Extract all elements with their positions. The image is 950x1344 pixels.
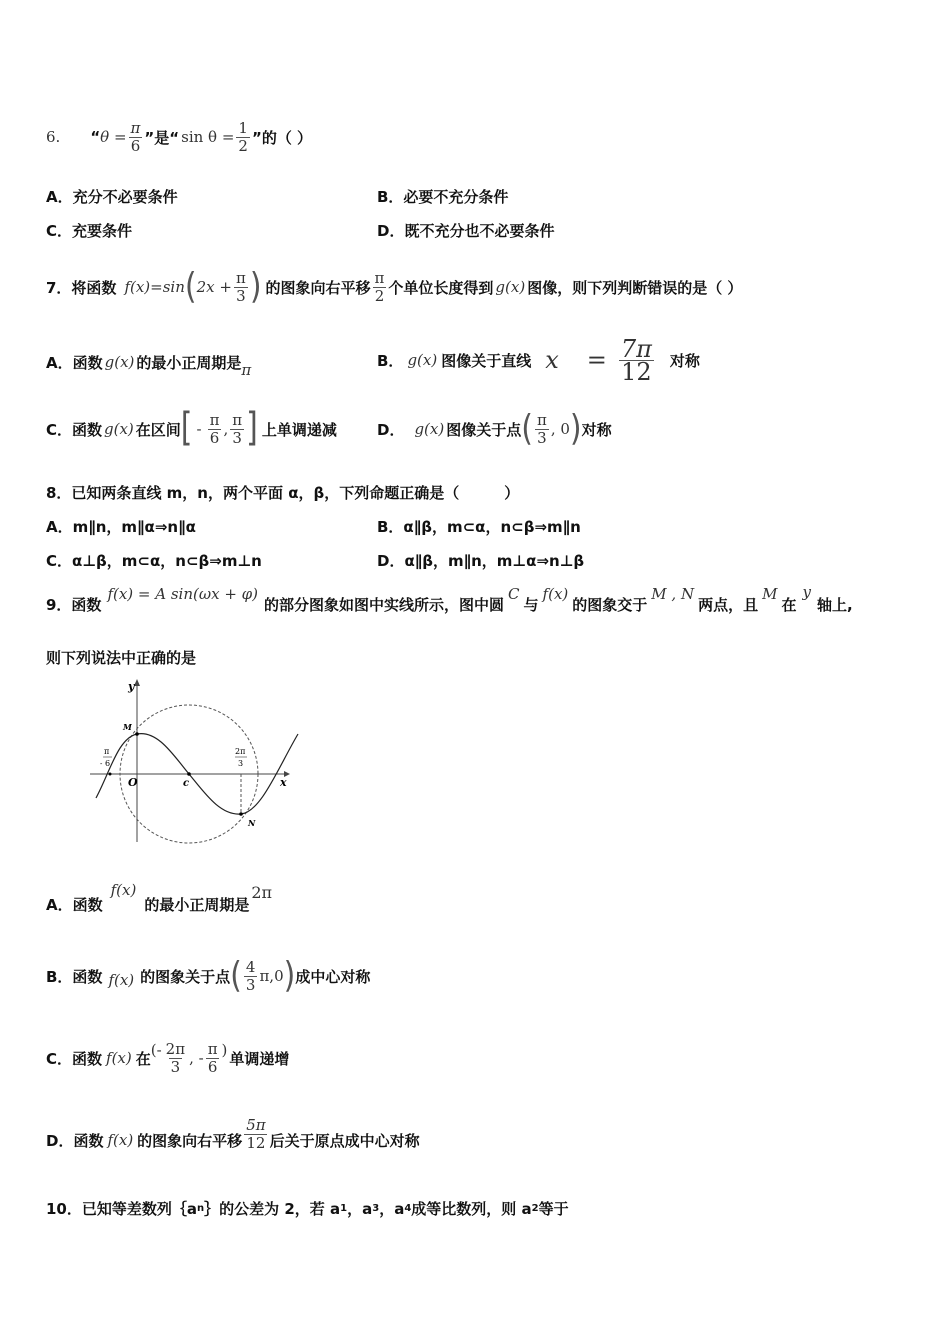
- label-c: c: [183, 778, 190, 789]
- label-neg-minus: -: [100, 760, 103, 768]
- q7-option-a: A．函数 g(x) 的最小正周期是 π: [46, 353, 252, 379]
- label-O: O: [128, 776, 138, 789]
- q8-option-d: D．α∥β，m∥n，m⊥α⇒n⊥β: [377, 552, 585, 570]
- q6-option-a: A．充分不必要条件: [46, 188, 178, 206]
- q9-option-c: C．函数 f(x) 在 (- $\frac{2\pi}{3}$ , - $\frac{\pi}{6}$ ) 单调递增: [46, 1039, 290, 1076]
- q7-stem-start: 7．将函数: [46, 278, 117, 297]
- q9-option-b: B．函数 f(x) 的图象关于点 ( $\frac{4}{3}$ π,0 ) 成中心对称: [46, 954, 371, 997]
- q8-option-b: B．α∥β，m⊂α，n⊂β⇒m∥n: [377, 518, 581, 536]
- point-N: [239, 812, 243, 816]
- label-x: x: [280, 776, 287, 789]
- question-7: [46, 262, 742, 312]
- label-N: N: [248, 818, 256, 828]
- q6-text-shi: ”是“: [144, 128, 180, 147]
- question-6: [46, 112, 312, 162]
- point-neg-pi-6: [109, 773, 112, 776]
- q6-frac-1-2: $\frac{1}{2}$: [238, 118, 248, 155]
- q6-option-c: C．充要条件: [46, 222, 133, 240]
- q7-paren-open: (: [184, 265, 197, 308]
- q6-option-d: D．既不充分也不必要条件: [377, 222, 555, 240]
- label-neg-pi: π: [104, 747, 110, 756]
- q6-theta-eq: θ =: [100, 128, 127, 146]
- label-two-pi: 2π: [235, 747, 246, 756]
- q7-tail: 图像，则下列判断错误的是（ ）: [527, 278, 743, 297]
- q6-text-de: ”的（ ）: [251, 128, 313, 147]
- q7-gx: g(x): [495, 278, 526, 296]
- question-9: 9．函数 f(x) = A sin(ωx + φ) 的部分图象如图中实线所示，图中圆 C 与 f(x) 的图象交于 M , N 两点，且 M 在 y 轴上,: [46, 583, 853, 614]
- q7-option-c: C．函数 g(x) 在区间 [ - $\frac{\pi}{6}$ , $\frac{\pi}{3}$ ] 上单调递减: [46, 405, 337, 452]
- q9-option-d: D．函数 f(x) 的图象向右平移 $\frac{5\pi}{12}$ 后关于原点成中心对称: [46, 1115, 420, 1152]
- q6-frac-pi-6: $\frac{\pi}{6}$: [130, 118, 141, 155]
- q8-option-a: A．m∥n，m∥α⇒n∥α: [46, 518, 196, 536]
- q9-option-a: A．函数 f(x) 的最小正周期是 2π: [46, 881, 273, 914]
- point-c: [187, 772, 191, 776]
- point-M: [135, 732, 139, 736]
- label-y: y: [128, 680, 135, 693]
- q7-paren-close: ): [249, 265, 262, 308]
- q7-option-d: D． g(x) 图像关于点 ( $\frac{\pi}{3}$ , 0 ) 对称: [377, 407, 612, 450]
- q8-option-c: C．α⊥β，m⊂α，n⊂β⇒m⊥n: [46, 552, 262, 570]
- q9-line2: 则下列说法中正确的是: [46, 649, 197, 667]
- q7-frac-pi-2: $\frac{\pi}{2}$: [374, 268, 385, 305]
- q7-fx: f(x)=sin: [124, 278, 185, 296]
- q7-inner: 2x +: [196, 278, 232, 296]
- q9-graph: [86, 676, 306, 846]
- q6-sin-theta: sin θ =: [181, 128, 235, 146]
- q7-frac-pi-3: $\frac{\pi}{3}$: [235, 268, 246, 305]
- question-8: 8．已知两条直线 m，n，两个平面 α，β，下列命题正确是（ ）: [46, 484, 520, 502]
- q6-option-b: B．必要不充分条件: [377, 188, 509, 206]
- q7-mid: 的图象向右平移: [265, 278, 371, 297]
- question-10: 10．已知等差数列｛a n ｝的公差为 2，若 a 1 ，a 3 ，a 4 成等比数列，则 a 2 等于: [46, 1200, 569, 1218]
- label-M: M: [123, 722, 132, 732]
- label-three: 3: [238, 759, 244, 768]
- q7-mid2: 个单位长度得到: [388, 278, 494, 297]
- q7-option-b: B． g(x) 图像关于直线 x = $\frac{7\pi}{12}$ 对称: [377, 334, 700, 386]
- y-axis-arrow: [134, 679, 140, 686]
- label-neg-six: 6: [105, 759, 111, 768]
- q6-number: 6.: [46, 128, 61, 146]
- q6-quote: “: [90, 128, 101, 146]
